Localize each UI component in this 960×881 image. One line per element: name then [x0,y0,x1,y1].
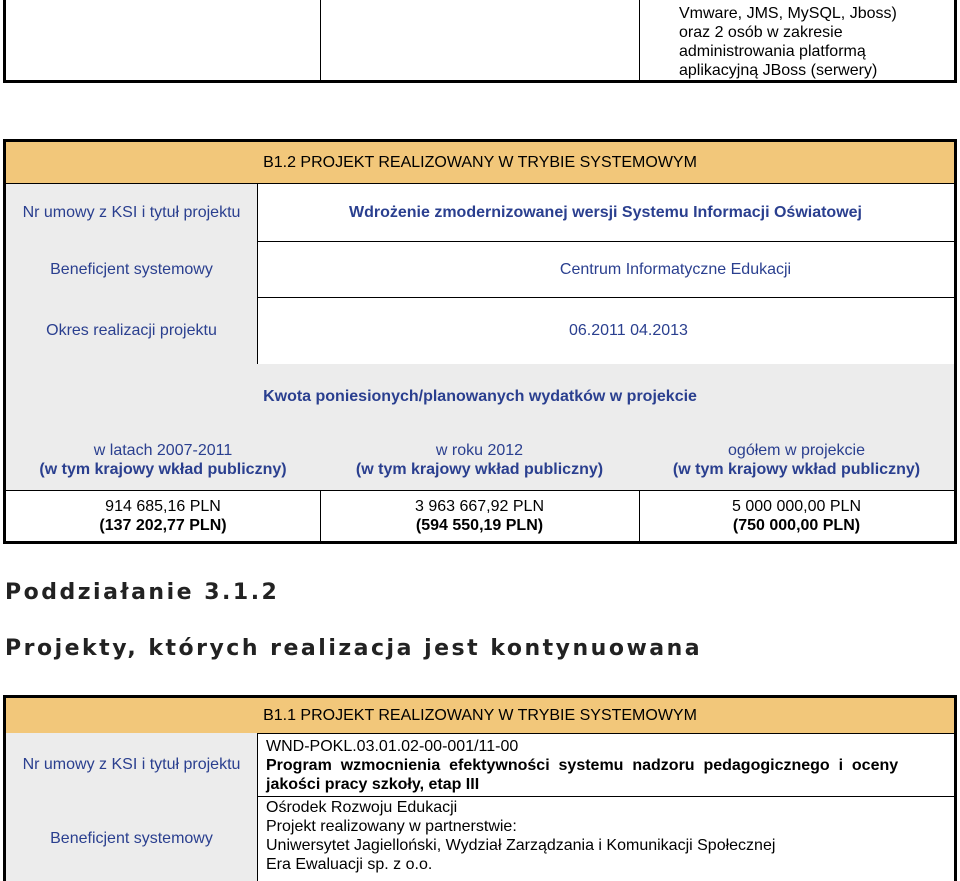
beneficiary-line: Ośrodek Rozwoju Edukacji [266,799,458,816]
cost-amount: 914 685,16 PLN [105,497,221,515]
top-table-middle-cell [320,0,640,83]
cost-col-subtitle: (w tym krajowy wkład publiczny) [672,460,921,478]
top-table-left-cell [3,0,321,83]
continued-projects-heading: Projekty, których realizacja jest kontynuowana [5,636,703,661]
top-table-right-cell [639,0,957,83]
cost-col-title: w roku 2012 [435,441,524,459]
b12-cost-col-header [639,429,954,491]
cost-amount: 3 963 667,92 PLN [415,497,544,515]
cost-amount-sub: (594 550,19 PLN) [415,516,544,534]
top-right-line: Vmware, JMS, MySQL, Jboss) [679,5,897,22]
b11-title-label: Nr umowy z KSI i tytuł projektu [6,733,258,797]
cost-col-subtitle: (w tym krajowy wkład publiczny) [39,460,287,478]
cost-col-title: ogółem w projekcie [728,441,865,459]
b11-beneficiary-value [257,796,954,881]
b12-beneficiary-value: Centrum Informatyczne Edukacji [257,241,954,298]
b12-title-value: Wdrożenie zmodernizowanej wersji Systemu Informacji Oświatowej [257,184,954,242]
cost-amount-sub: (750 000,00 PLN) [732,516,861,534]
b11-header: B1.1 PROJEKT REALIZOWANY W TRYBIE SYSTEMOWYM [6,698,954,734]
cost-amount-sub: (137 202,77 PLN) [99,516,227,534]
cost-amount: 5 000 000,00 PLN [732,497,861,515]
beneficiary-line: Era Ewaluacji sp. z o.o. [266,856,433,873]
b12-period-value: 06.2011 04.2013 [257,297,954,365]
b11-title-value [257,733,954,797]
b12-cost-value [320,490,640,541]
beneficiary-line: Projekt realizowany w partnerstwie: [266,818,517,835]
sub-action-heading: Poddziałanie 3.1.2 [5,580,280,605]
b12-title-label: Nr umowy z KSI i tytuł projektu [6,184,258,242]
b12-cost-col-header [320,429,640,491]
contract-number: WND-POKL.03.01.02-00-001/11-00 [266,738,519,755]
project-title-line: Program wzmocnienia efektywności systemu nadzoru pedagogicznego i oceny [266,757,899,774]
top-right-line: administrowania platformą [679,43,866,60]
top-right-line: oraz 2 osób w zakresie [679,24,843,41]
project-title-line: jakości pracy szkoły, etap III [266,776,480,793]
b12-header: B1.2 PROJEKT REALIZOWANY W TRYBIE SYSTEMOWYM [6,142,954,184]
beneficiary-line: Uniwersytet Jagielloński, Wydział Zarządzania i Komunikacji Społecznej [266,837,776,854]
b11-beneficiary-label: Beneficjent systemowy [6,796,258,881]
b12-cost-col-header [6,429,321,491]
top-right-line: aplikacyjną JBoss (serwery) [679,62,878,79]
b12-cost-value [639,490,954,541]
b12-period-label: Okres realizacji projektu [6,297,258,365]
b12-beneficiary-label: Beneficjent systemowy [6,241,258,298]
b12-costs-header: Kwota poniesionych/planowanych wydatków w projekcie [6,364,954,430]
cost-col-title: w latach 2007-2011 [93,441,233,459]
cost-col-subtitle: (w tym krajowy wkład publiczny) [355,460,604,478]
b12-cost-value [6,490,321,541]
